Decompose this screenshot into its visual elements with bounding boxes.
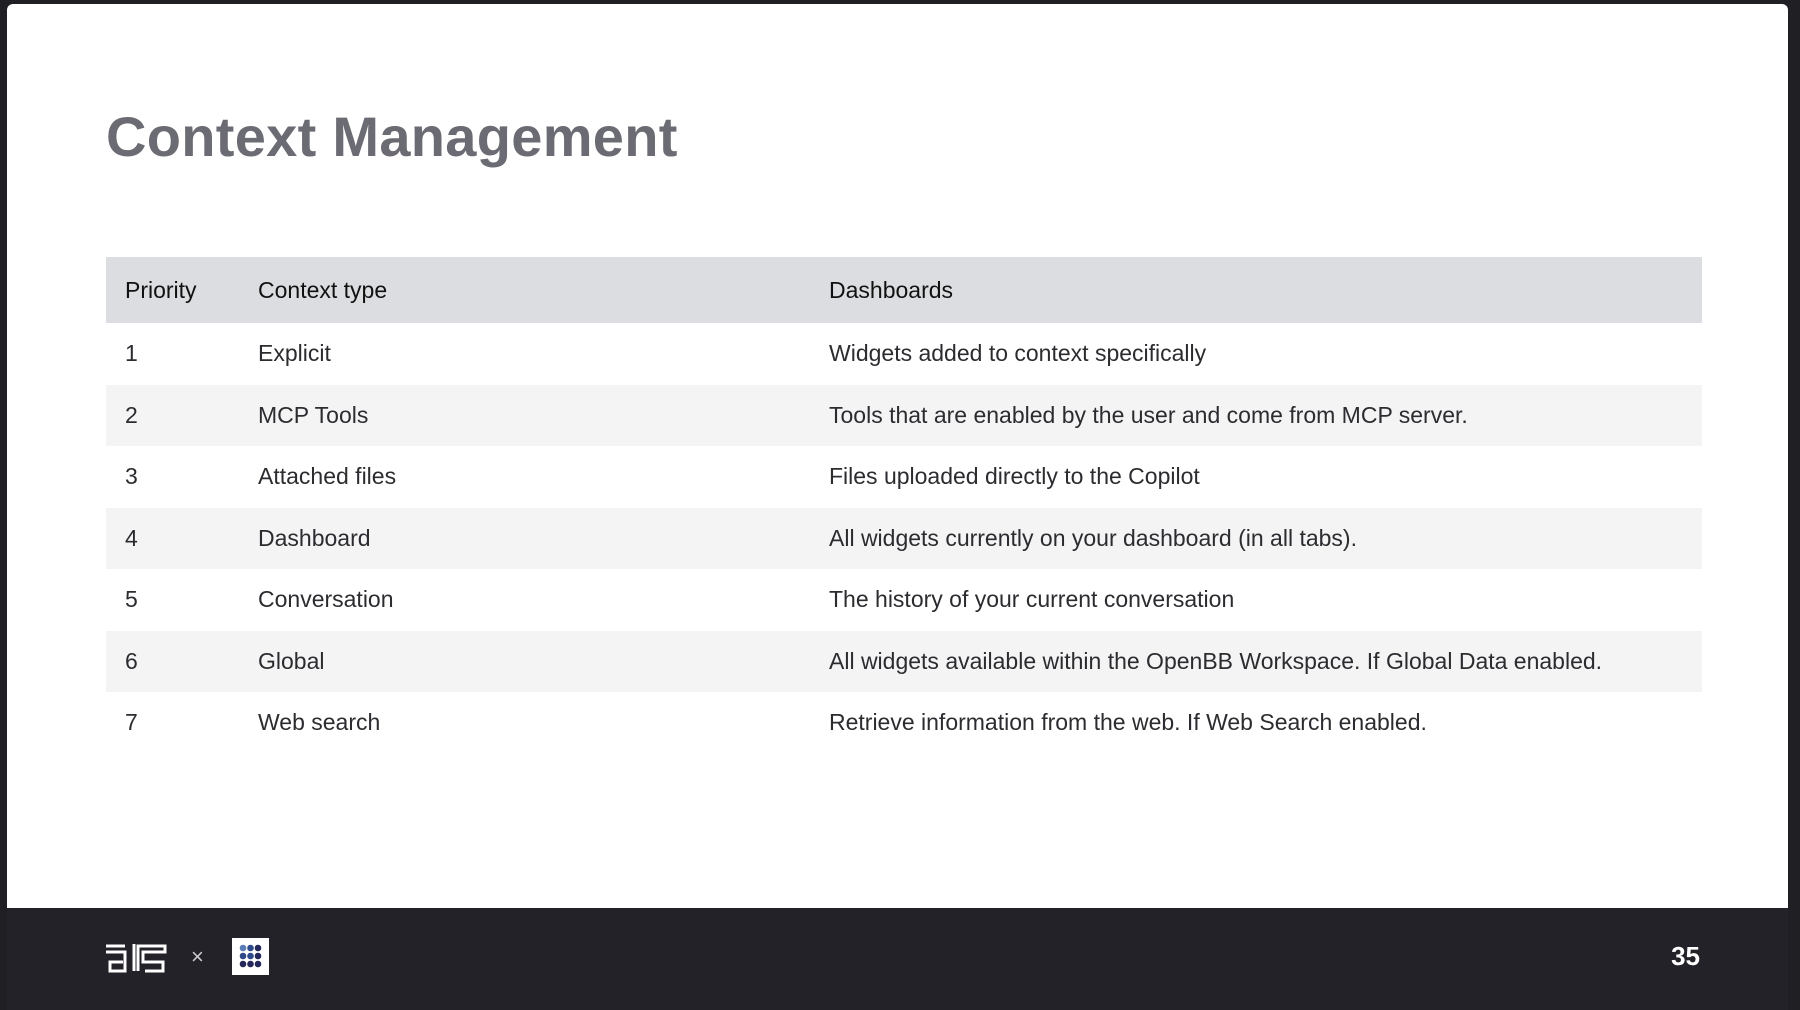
priority-cell: 1 xyxy=(125,340,138,367)
priority-cell: 3 xyxy=(125,463,138,490)
table-row xyxy=(106,446,1702,508)
brand-logo-icon xyxy=(105,943,167,973)
table-row xyxy=(106,631,1702,693)
header-dashboards: Dashboards xyxy=(829,276,954,303)
description-cell: Tools that are enabled by the user and come from MCP server. xyxy=(829,401,1468,428)
context-type-cell: Web search xyxy=(258,709,381,736)
description-cell: Files uploaded directly to the Copilot xyxy=(829,463,1200,490)
description-cell: Widgets added to context specifically xyxy=(829,340,1207,367)
page-number: 35 xyxy=(1671,941,1700,971)
table-row xyxy=(106,323,1702,385)
description-cell: The history of your current conversation xyxy=(829,586,1235,613)
partner-logo-icon xyxy=(232,938,269,975)
context-type-cell: Dashboard xyxy=(258,524,371,551)
header-context-type: Context type xyxy=(258,276,388,303)
context-type-cell: Attached files xyxy=(258,463,397,490)
footer xyxy=(7,908,1788,1010)
description-cell: All widgets currently on your dashboard (in all tabs). xyxy=(829,524,1357,551)
priority-cell: 5 xyxy=(125,586,138,613)
table-row xyxy=(106,569,1702,631)
context-type-cell: MCP Tools xyxy=(258,401,369,428)
priority-cell: 4 xyxy=(125,524,138,551)
header-priority: Priority xyxy=(125,276,197,303)
description-cell: Retrieve information from the web. If Web Search enabled. xyxy=(829,709,1427,736)
priority-cell: 2 xyxy=(125,401,138,428)
priority-cell: 6 xyxy=(125,647,138,674)
context-type-cell: Explicit xyxy=(258,340,331,367)
context-type-cell: Conversation xyxy=(258,586,394,613)
table-row xyxy=(106,508,1702,570)
table-row xyxy=(106,692,1702,754)
separator: × xyxy=(191,944,204,969)
context-table xyxy=(106,257,1702,754)
table-row xyxy=(106,385,1702,447)
table-header xyxy=(106,257,1702,323)
slide xyxy=(7,4,1788,908)
context-type-cell: Global xyxy=(258,647,325,674)
priority-cell: 7 xyxy=(125,709,138,736)
page-title: Context Management xyxy=(106,105,678,168)
description-cell: All widgets available within the OpenBB Workspace. If Global Data enabled. xyxy=(829,647,1603,674)
